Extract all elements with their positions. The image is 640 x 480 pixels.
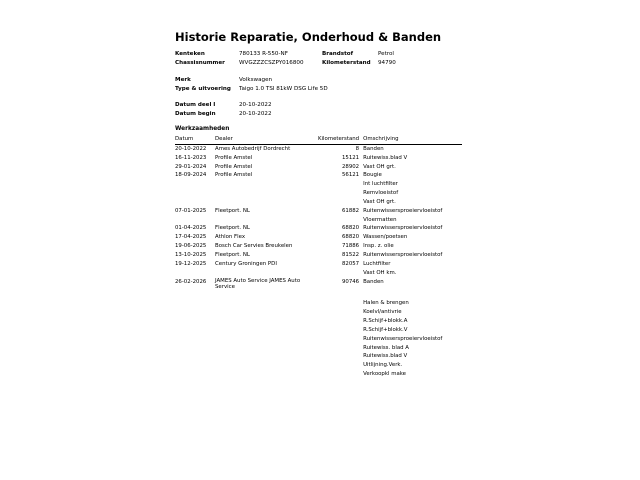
cell-omschrijving: Banden [363,145,384,152]
header-datum: Datum [175,135,215,144]
cell-dealer [215,291,318,300]
cell-datum [175,352,215,361]
kenteken-label: Kenteken [175,51,205,57]
table-row [175,308,462,317]
cell-kilometerstand: 28902 [341,163,360,170]
cell-kilometerstand: 81522 [341,251,360,258]
cell-datum [175,326,215,335]
cell-dealer [215,370,318,379]
table-header-row [175,135,462,144]
cell-kilometerstand [318,216,362,225]
header-omschrijving: Omschrijving [362,135,462,144]
cell-datum [175,370,215,379]
cell-dealer [215,361,318,370]
cell-datum: 01-04-2025 [175,225,207,232]
brandstof-label: Brandstof [322,51,354,57]
cell-kilometerstand: 90746 [341,278,360,285]
cell-omschrijving: Halen & brengen [363,300,409,307]
table-row [175,278,462,291]
cell-kilometerstand: 61882 [341,207,360,214]
cell-omschrijving: Remvloeistof [363,190,399,197]
cell-omschrijving: Ruitewiss.blad V [363,154,408,161]
cell-kilometerstand: 8 [355,145,360,152]
cell-kilometerstand [318,352,362,361]
table-row [175,361,462,370]
cell-kilometerstand: 71886 [341,243,360,250]
table-row [175,180,462,189]
cell-dealer [215,269,318,278]
merk-label: Merk [175,77,191,83]
cell-dealer [215,180,318,189]
cell-dealer [215,299,318,308]
table-row [175,326,462,335]
cell-datum: 07-01-2025 [175,207,207,214]
cell-kilometerstand [318,344,362,353]
werkzaamheden-heading: Werkzaamheden [175,126,230,132]
chassis-value: WVGZZZCSZPY016800 [239,60,304,66]
cell-dealer [215,326,318,335]
cell-dealer [215,308,318,317]
cell-kilometerstand: 56121 [341,172,360,179]
cell-omschrijving: Vast OH km. [363,269,397,276]
table-row [175,242,462,251]
datum-deel1-label: Datum deel I [175,102,216,108]
cell-datum [175,299,215,308]
cell-omschrijving: Banden [363,278,384,285]
cell-dealer [215,189,318,198]
cell-datum [175,189,215,198]
cell-dealer [215,198,318,207]
cell-omschrijving: Bougie [363,172,382,179]
cell-datum [175,291,215,300]
cell-omschrijving: Ruitenwissersproeiervloeistof [363,251,443,258]
cell-dealer: Fleetport. NL [215,207,250,214]
cell-kilometerstand [318,317,362,326]
table-row [175,352,462,361]
cell-kilometerstand [318,291,362,300]
cell-datum: 19-06-2025 [175,243,207,250]
table-row [175,224,462,233]
cell-omschrijving: Vast OH grt. [363,198,396,205]
cell-dealer: Ames Autobedrijf Dordrecht [215,145,291,152]
cell-datum [175,361,215,370]
document-title: Historie Reparatie, Onderhoud & Banden [175,30,442,44]
merk-value: Volkswagen [239,77,273,83]
werkzaamheden-body [175,144,462,379]
table-row [175,163,462,172]
cell-omschrijving: Ruitenwissersproeiervloeistof [363,335,443,342]
cell-dealer: Athlon Flex [215,234,246,241]
table-row [175,370,462,379]
cell-omschrijving: Ruitewiss. blad A [363,344,409,351]
table-row [175,233,462,242]
cell-dealer: JAMES Auto Service JAMES Auto Service [215,277,301,290]
cell-omschrijving: Insp. z. olie [363,243,394,250]
table-row [175,269,462,278]
cell-kilometerstand: 68820 [341,234,360,241]
werkzaamheden-table [175,135,462,379]
cell-dealer [215,352,318,361]
table-row [175,299,462,308]
cell-datum [175,198,215,207]
cell-kilometerstand [318,308,362,317]
table-row [175,216,462,225]
cell-kilometerstand: 15121 [341,154,360,161]
table-row [175,251,462,260]
cell-dealer: Profile Amstel [215,163,253,170]
cell-kilometerstand: 68820 [341,225,360,232]
cell-datum: 20-10-2022 [175,145,207,152]
table-row [175,154,462,163]
datum-begin-label: Datum begin [175,111,216,117]
cell-omschrijving: R.Schijf+blokk.V [363,326,408,333]
cell-datum: 16-11-2023 [175,154,207,161]
cell-dealer [215,216,318,225]
cell-dealer [215,335,318,344]
header-dealer: Dealer [215,135,318,144]
kenteken-value: 780133 R-550-NF [239,51,288,57]
cell-omschrijving: Ruitenwissersproeiervloeistof [363,207,443,214]
cell-datum: 17-04-2025 [175,234,207,241]
table-row [175,198,462,207]
table-row [175,171,462,180]
cell-kilometerstand [318,198,362,207]
cell-omschrijving: Ruitewiss.blad V [363,353,408,360]
cell-omschrijving: Wassen/poetsen [363,234,408,241]
cell-omschrijving: R.Schijf+blokk.A [363,318,408,325]
cell-datum [175,180,215,189]
table-row [175,144,462,153]
cell-omschrijving: Vast OH grt. [363,163,396,170]
cell-datum [175,308,215,317]
cell-datum [175,269,215,278]
cell-datum [175,335,215,344]
cell-omschrijving: Vloermatten [363,216,397,223]
table-row [175,335,462,344]
table-row [175,291,462,300]
cell-kilometerstand [318,189,362,198]
cell-datum: 26-02-2026 [175,278,207,285]
cell-datum: 13-10-2025 [175,251,207,258]
cell-datum [175,216,215,225]
type-value: Taigo 1.0 TSI 81kW DSG Life 5D [239,86,328,92]
cell-dealer [215,344,318,353]
cell-dealer [215,317,318,326]
cell-kilometerstand: 82057 [341,260,360,267]
cell-kilometerstand [318,370,362,379]
cell-omschrijving: Ruitenwissersproeiervloeistof [363,225,443,232]
cell-kilometerstand [318,361,362,370]
cell-dealer: Profile Amstel [215,154,253,161]
cell-kilometerstand [318,299,362,308]
cell-omschrijving: Koelvl/antivrie [363,309,402,316]
cell-datum: 18-09-2024 [175,172,207,179]
cell-kilometerstand [318,180,362,189]
cell-datum [175,317,215,326]
cell-kilometerstand [318,269,362,278]
datum-begin-value: 20-10-2022 [239,111,272,117]
cell-datum: 19-12-2025 [175,260,207,267]
km-label: Kilometerstand [322,60,371,66]
datum-deel1-value: 20-10-2022 [239,102,272,108]
cell-dealer: Profile Amstel [215,172,253,179]
table-row [175,189,462,198]
brandstof-value: Petrol [378,51,394,57]
header-kilometerstand: Kilometerstand [318,135,362,144]
cell-omschrijving [362,291,462,300]
table-row [175,207,462,216]
type-label: Type & uitvoering [175,86,231,92]
cell-datum: 29-01-2024 [175,163,207,170]
cell-dealer: Fleetport. NL [215,225,250,232]
chassis-label: Chassisnummer [175,60,225,66]
cell-omschrijving: Int luchtfilter [363,181,398,188]
cell-datum [175,344,215,353]
cell-kilometerstand [318,335,362,344]
km-value: 94790 [378,60,396,66]
cell-omschrijving: Verkoopkl make [363,371,406,378]
cell-omschrijving: Uitlijning.Verk. [363,362,403,369]
cell-omschrijving: Luchtfilter [363,260,391,267]
table-row [175,344,462,353]
cell-kilometerstand [318,326,362,335]
table-row [175,317,462,326]
cell-dealer: Bosch Car Servies Breukelen [215,243,293,250]
cell-dealer: Century Groningen PDI [215,260,277,267]
cell-dealer: Fleetport. NL [215,251,250,258]
table-row [175,260,462,269]
